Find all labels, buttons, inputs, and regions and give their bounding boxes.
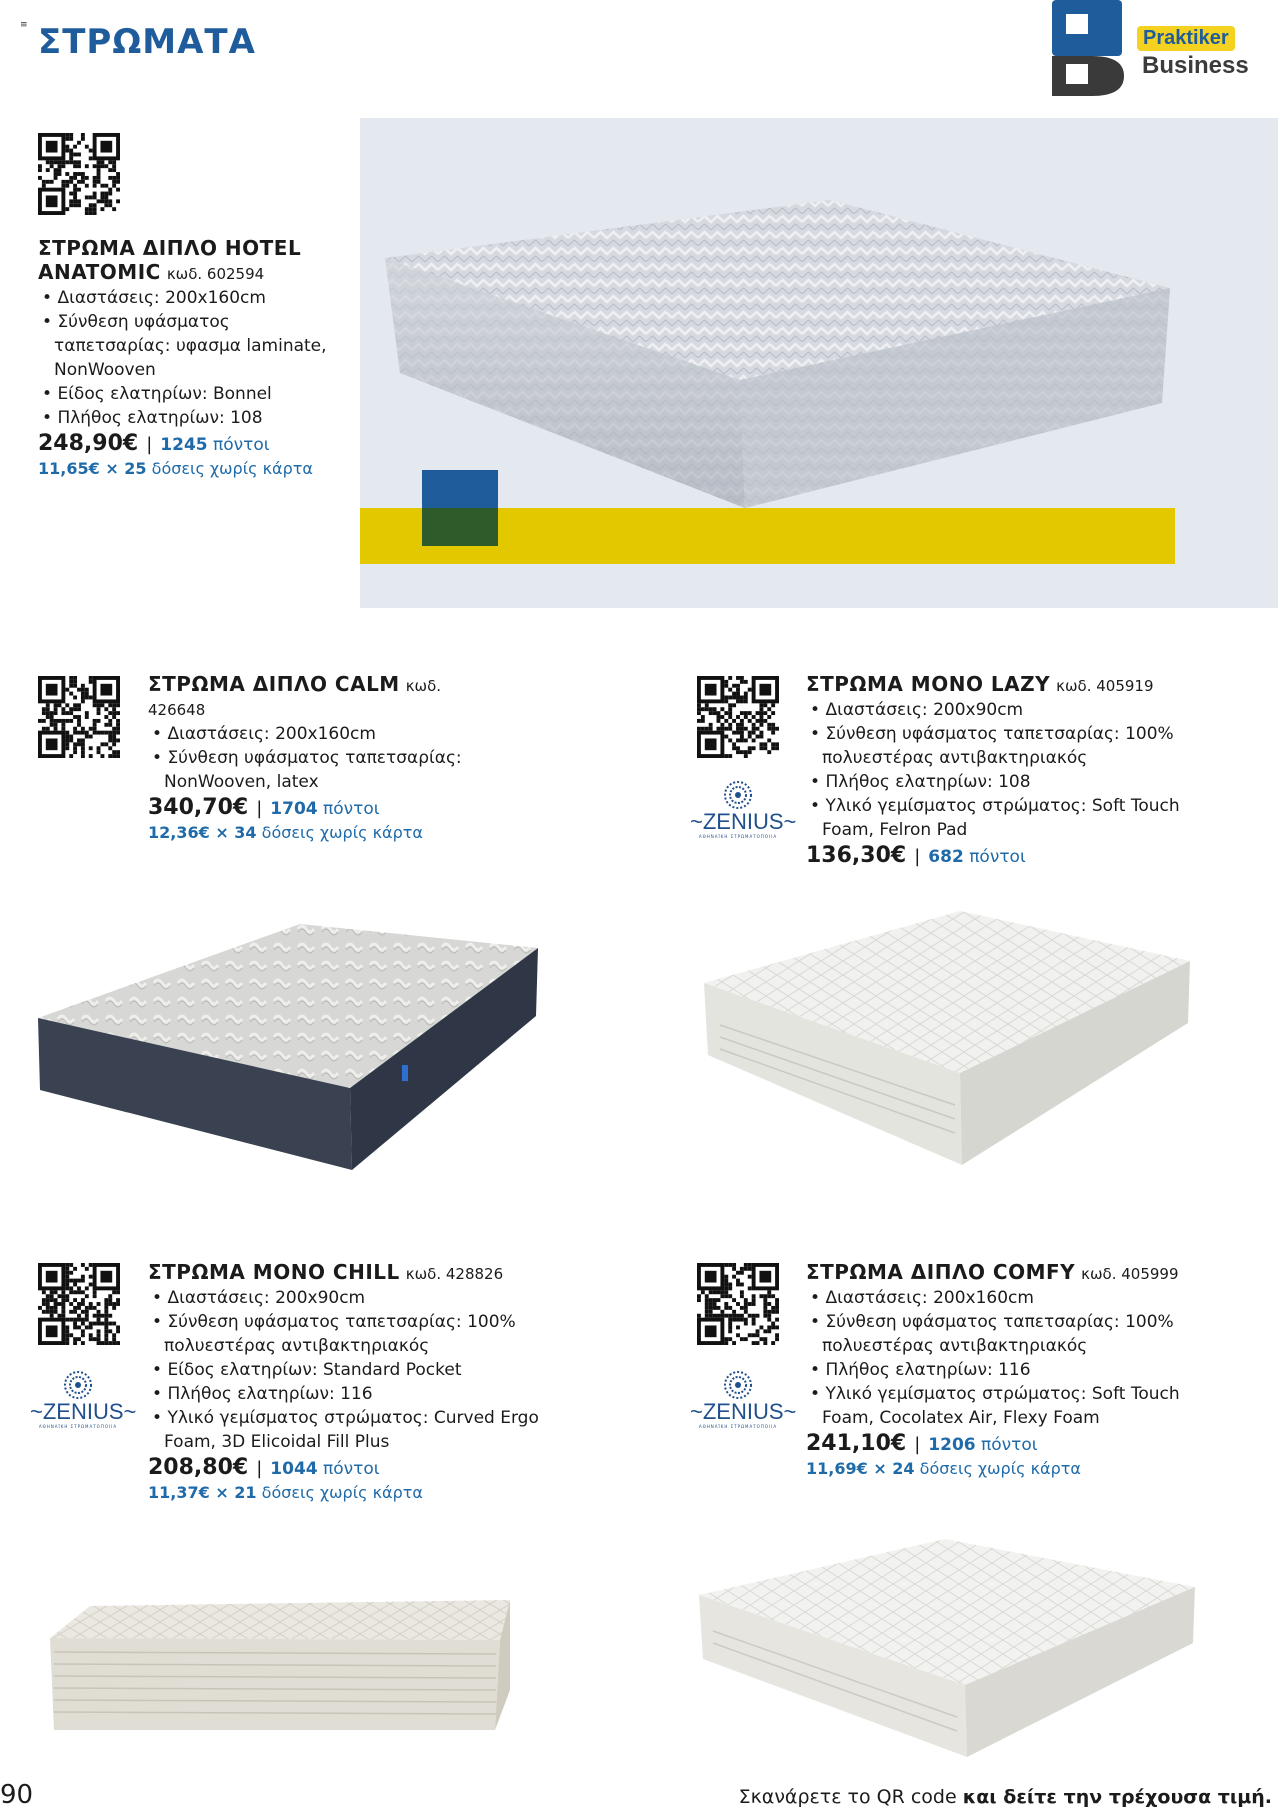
zenius-logo [30, 1370, 137, 1442]
installment-info [148, 821, 478, 845]
zenius-tagline: ΑΘΗΝΑΪΚΗ ΣΤΡΩΜΑΤΟΠΟΙΙΑ [698, 1424, 778, 1429]
installment-info [38, 457, 348, 481]
spec-item: • Υλικό γεμίσματος στρώματος: Soft Touch Foam, Felron Pad [806, 794, 1186, 842]
spec-list [38, 286, 348, 430]
spec-item: • Είδος ελατηρίων: Standard Pocket [148, 1358, 548, 1382]
product-comfy [806, 1260, 1186, 1481]
price-row [38, 432, 348, 457]
spec-item: • Σύνθεση υφάσματος ταπετσαρίας: NonWooven, latex [148, 746, 478, 794]
points-value: 1206 [928, 1435, 976, 1455]
qr-code-pattern [38, 133, 120, 215]
product-code: κωδ. 405999 [1081, 1265, 1179, 1283]
spec-list [806, 1286, 1186, 1430]
zenius-tagline: ΑΘΗΝΑΪΚΗ ΣΤΡΩΜΑΤΟΠΟΙΙΑ [38, 1424, 118, 1429]
product-name: ΣΤΡΩΜΑ ΔΙΠΛΟ HOTEL [38, 236, 302, 260]
spec-item: • Πλήθος ελατηρίων: 116 [806, 1358, 1186, 1382]
price-separator: | [256, 1458, 263, 1479]
spec-item: • Υλικό γεμίσματος στρώματος: Soft Touch Foam, Cocolatex Air, Flexy Foam [806, 1382, 1186, 1430]
qr-code-product-5[interactable] [697, 1263, 779, 1345]
installment-amount: 12,36€ × 34 [148, 823, 257, 842]
price: 136,30€ [806, 843, 907, 868]
zenius-mark-icon [63, 1370, 93, 1400]
price-separator: | [914, 846, 921, 867]
installment-info [806, 1457, 1186, 1481]
price-separator: | [914, 1434, 921, 1455]
spec-item: • Διαστάσεις: 200x160cm [38, 286, 348, 310]
price: 241,10€ [806, 1431, 907, 1456]
price-row [806, 844, 1186, 869]
spec-item: • Σύνθεση υφάσματος ταπετσαρίας: υφασμα laminate, NonWooven [38, 310, 348, 382]
product-code: κωδ. 602594 [166, 265, 265, 283]
spec-item: • Διαστάσεις: 200x160cm [148, 722, 478, 746]
price: 340,70€ [148, 795, 249, 820]
product-chill [148, 1260, 548, 1505]
qr-code-product-4[interactable] [38, 1263, 120, 1345]
points-value: 1245 [160, 435, 208, 455]
points-value: 682 [928, 847, 964, 867]
spec-item: • Διαστάσεις: 200x90cm [806, 698, 1186, 722]
praktiker-business-logo [1052, 0, 1280, 100]
product-code: κωδ. 428826 [405, 1265, 504, 1283]
page-number: 90 [0, 1780, 34, 1810]
points-label: πόντοι [323, 1459, 380, 1479]
price: 248,90€ [38, 431, 139, 456]
calm-mattress-image [30, 920, 550, 1210]
qr-code-pattern [38, 676, 120, 758]
points-label: πόντοι [969, 847, 1026, 867]
menu-icon: ≡ [20, 20, 28, 30]
spec-item: • Σύνθεση υφάσματος ταπετσαρίας: 100% πολυεστέρας αντιβακτηριακός [806, 1310, 1186, 1358]
spec-item: • Σύνθεση υφάσματος ταπετσαρίας: 100% πολυεστέρας αντιβακτηριακός [806, 722, 1186, 770]
spec-list [806, 698, 1186, 842]
product-name: ΣΤΡΩΜΑ MONO LAZY [806, 672, 1051, 696]
loyalty-points [928, 1435, 1037, 1455]
price-row [148, 1456, 548, 1481]
spec-item: • Είδος ελατηρίων: Bonnel [38, 382, 348, 406]
spec-item: • Διαστάσεις: 200x160cm [806, 1286, 1186, 1310]
hotel-anatomic-mattress-image [360, 118, 1278, 608]
points-label: πόντοι [981, 1435, 1038, 1455]
chill-mattress-image [40, 1580, 520, 1760]
qr-scan-note-bold: και δείτε την τρέχουσα τιμή. [962, 1786, 1272, 1808]
loyalty-points [928, 847, 1025, 867]
installment-amount: 11,65€ × 25 [38, 459, 147, 478]
product-name: ΣΤΡΩΜΑ ΔΙΠΛΟ CALM [148, 672, 400, 696]
spec-item: • Πλήθος ελατηρίων: 108 [38, 406, 348, 430]
spec-item: • Υλικό γεμίσματος στρώματος: Curved Ergo Foam, 3D Elicoidal Fill Plus [148, 1406, 548, 1454]
price-row [806, 1432, 1186, 1457]
zenius-mark-icon [723, 1370, 753, 1400]
points-value: 1704 [270, 799, 318, 819]
product-name: ΣΤΡΩΜΑ MONO CHILL [148, 1260, 400, 1284]
qr-code-pattern [697, 676, 779, 758]
points-value: 1044 [270, 1459, 318, 1479]
zenius-mark-icon [723, 780, 753, 810]
product-code: κωδ. 426648 [148, 677, 442, 719]
qr-scan-note-plain: Σκανάρετε το QR code [738, 1786, 963, 1808]
spec-list [148, 1286, 548, 1454]
loyalty-points [270, 1459, 379, 1479]
spec-item: • Πλήθος ελατηρίων: 108 [806, 770, 1186, 794]
installment-label: δόσεις χωρίς κάρτα [261, 823, 423, 842]
qr-code-pattern [697, 1263, 779, 1345]
installment-amount: 11,69€ × 24 [806, 1459, 915, 1478]
qr-code-product-2[interactable] [38, 676, 120, 758]
comfy-mattress-image [695, 1535, 1205, 1765]
points-label: πόντοι [213, 435, 270, 455]
qr-code-product-3[interactable] [697, 676, 779, 758]
product-code: κωδ. 405919 [1056, 677, 1154, 695]
installment-label: δόσεις χωρίς κάρτα [919, 1459, 1081, 1478]
spec-item: • Διαστάσεις: 200x90cm [148, 1286, 548, 1310]
zenius-logo [690, 780, 797, 852]
price-row [148, 796, 478, 821]
b-letter-mark [1052, 0, 1132, 96]
points-label: πόντοι [323, 799, 380, 819]
zenius-name: ~ZENIUS~ [30, 1399, 137, 1424]
installment-label: δόσεις χωρίς κάρτα [261, 1483, 423, 1502]
zenius-name: ~ZENIUS~ [690, 809, 797, 834]
zenius-logo [690, 1370, 797, 1442]
loyalty-points [270, 799, 379, 819]
zenius-name: ~ZENIUS~ [690, 1399, 797, 1424]
price-separator: | [146, 434, 153, 455]
lazy-mattress-image [700, 905, 1200, 1205]
product-name-line2: ANATOMIC [38, 260, 161, 284]
loyalty-points [160, 435, 269, 455]
spec-item: • Σύνθεση υφάσματος ταπετσαρίας: 100% πολυεστέρας αντιβακτηριακός [148, 1310, 548, 1358]
page-title: ΣΤΡΩΜΑΤΑ [38, 22, 256, 62]
qr-code-pattern [38, 1263, 120, 1345]
installment-info [148, 1481, 548, 1505]
product-calm [148, 672, 478, 845]
price: 208,80€ [148, 1455, 249, 1480]
qr-scan-note [739, 1786, 1272, 1808]
logo-brand-text: Praktiker [1137, 26, 1235, 51]
zenius-tagline: ΑΘΗΝΑΪΚΗ ΣΤΡΩΜΑΤΟΠΟΙΙΑ [698, 834, 778, 839]
logo-sub-text: Business [1142, 52, 1249, 79]
installment-label: δόσεις χωρίς κάρτα [151, 459, 313, 478]
qr-code-product-1[interactable] [38, 133, 120, 215]
installment-amount: 11,37€ × 21 [148, 1483, 257, 1502]
product-hotel-anatomic [38, 236, 348, 481]
price-separator: | [256, 798, 263, 819]
spec-list [148, 722, 478, 794]
product-name: ΣΤΡΩΜΑ ΔΙΠΛΟ COMFY [806, 1260, 1076, 1284]
product-lazy [806, 672, 1186, 869]
spec-item: • Πλήθος ελατηρίων: 116 [148, 1382, 548, 1406]
